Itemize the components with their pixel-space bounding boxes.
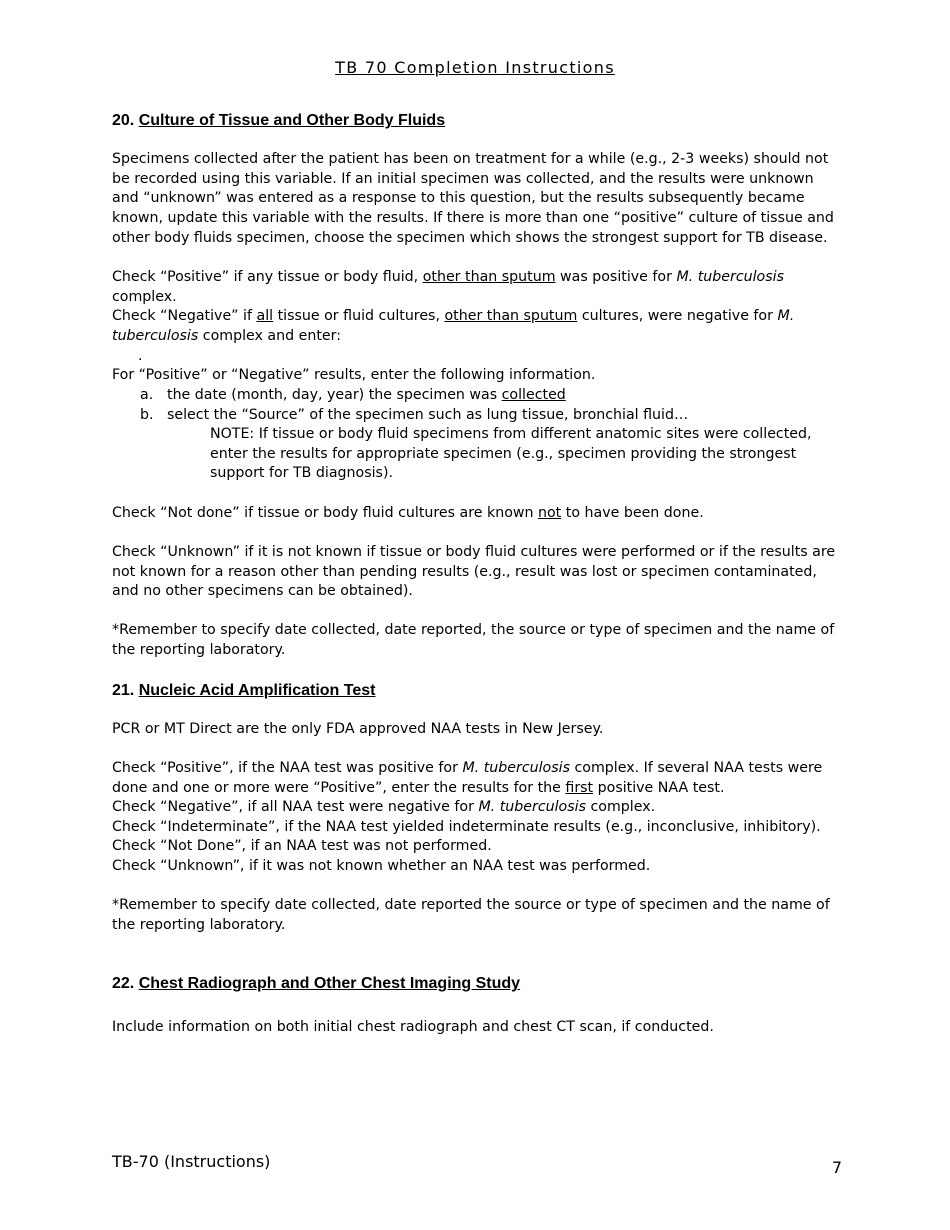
section-number: 20.	[112, 112, 135, 129]
section-number: 22.	[112, 975, 135, 992]
s20-notdone-paragraph: Check “Not done” if tissue or body fluid cultures are known not to have been done.	[112, 505, 704, 521]
list-item: b. select the “Source” of the specimen such as lung tissue, bronchial fluid…	[140, 407, 689, 423]
s20-for-line: For “Positive” or “Negative” results, enter the following information.	[112, 367, 596, 383]
s21-intro-paragraph: PCR or MT Direct are the only FDA approved NAA tests in New Jersey.	[112, 721, 604, 737]
s20-positive-paragraph: Check “Positive” if any tissue or body fluid, other than sputum was positive for M. tuberculosis complex.	[112, 269, 784, 305]
section-number: 21.	[112, 682, 135, 699]
section-20-heading	[112, 112, 445, 130]
s20-remember-note: *Remember to specify date collected, date reported, the source or type of specimen and the name of the reporting laboratory.	[112, 622, 835, 658]
s20-unknown-paragraph: Check “Unknown” if it is not known if tissue or body fluid cultures were performed or if the results are not known for a reason other than pending results (e.g., result was lost or specimen contaminated, and no other specimens can be obtained).	[112, 544, 836, 600]
s21-positive-paragraph: Check “Positive”, if the NAA test was positive for M. tuberculosis complex. If several NAA tests were done and one or more were “Positive”, enter the results for the first positive NAA test.	[112, 760, 823, 796]
list-item: a. the date (month, day, year) the specimen was collected	[140, 387, 566, 403]
section-title: Culture of Tissue and Other Body Fluids	[138, 112, 446, 129]
section-title: Chest Radiograph and Other Chest Imaging Study	[138, 975, 521, 992]
s22-intro-paragraph: Include information on both initial chest radiograph and chest CT scan, if conducted.	[112, 1019, 714, 1035]
section-21-heading	[112, 682, 375, 700]
s20-intro-paragraph: Specimens collected after the patient has been on treatment for a while (e.g., 2-3 weeks) should not be recorded using this variable. If an initial specimen was collected, and the results were unknown and “unknown” was entered as a response to this question, but the results subsequently became known, update this variable with the results. If there is more than one “positive” culture of tissue and other body fluids specimen, choose the specimen which shows the strongest support for TB disease.	[112, 151, 834, 246]
page-number: 7	[831, 1158, 842, 1177]
s21-indeterminate-line: Check “Indeterminate”, if the NAA test yielded indeterminate results (e.g., inconclusive, inhibitory).	[112, 819, 821, 835]
s21-notdone-line: Check “Not Done”, if an NAA test was not performed.	[112, 838, 492, 854]
s20-note: NOTE: If tissue or body fluid specimens from different anatomic sites were collected, enter the results for appropriate specimen (e.g., specimen providing the strongest support for TB diagnosis).	[210, 426, 812, 482]
page-title: TB 70 Completion Instructions	[335, 58, 615, 77]
s21-remember-note: *Remember to specify date collected, date reported the source or type of specimen and the name of the reporting laboratory.	[112, 897, 830, 933]
s21-negative-line: Check “Negative”, if all NAA test were negative for M. tuberculosis complex.	[112, 799, 656, 815]
s20-negative-paragraph: Check “Negative” if all tissue or fluid cultures, other than sputum cultures, were negative for M. tuberculosis complex and enter:	[112, 308, 795, 344]
section-22-heading	[112, 975, 520, 993]
stray-dot: .	[138, 348, 143, 364]
s21-unknown-line: Check “Unknown”, if it was not known whether an NAA test was performed.	[112, 858, 651, 874]
footer-form-label: TB-70 (Instructions)	[112, 1152, 271, 1171]
section-title: Nucleic Acid Amplification Test	[138, 682, 376, 699]
